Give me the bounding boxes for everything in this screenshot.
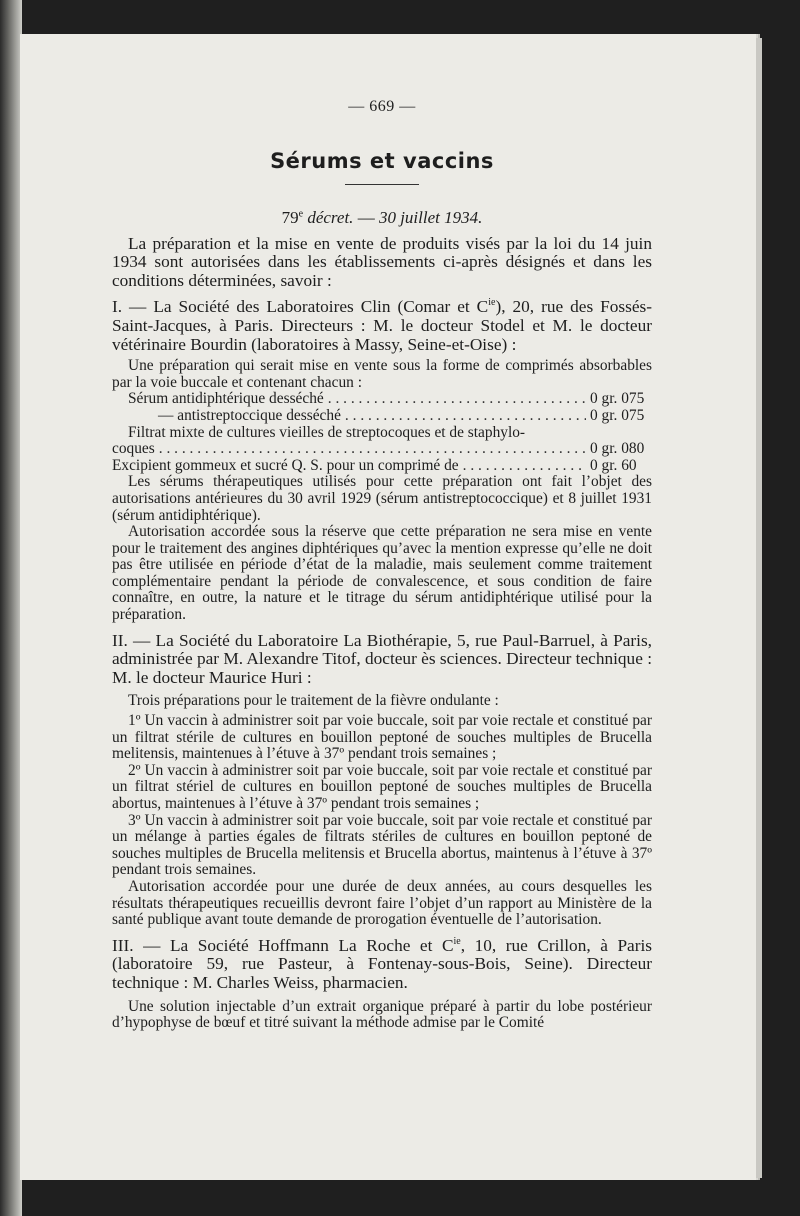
section-3-header-text-b: , 10, rue Crillon, à Paris (laboratoire 59, rue Pasteur, à Fontenay-sous-Bois, Seine). Directeur technique : M. Charles Weiss, pharmacien. — [112, 935, 653, 992]
book-binding-edge — [0, 0, 22, 1216]
ingredient-amount: 0 gr. 075 — [590, 406, 645, 424]
section-2-header: II. — La Société du Laboratoire La Biothérapie, 5, rue Paul-Barruel, à Paris, administrée par M. Alexandre Titof, docteur ès sciences. Directeur technique : M. le docteur Maurice Huri : — [112, 630, 652, 687]
ingredient-row — [112, 391, 652, 408]
ingredient-label: coques — [112, 440, 155, 458]
decree-dash: — — [353, 208, 379, 228]
section-1-header — [112, 298, 652, 354]
section-1-preparation: Une préparation qui serait mise en vente sous la forme de comprimés absorbables par la voie buccale et contenant chacun : — [112, 357, 652, 391]
page-content — [112, 98, 652, 1032]
section-3-header-text-a: III. — La Société Hoffmann La Roche et C — [112, 935, 454, 955]
section-3-header — [112, 937, 652, 993]
dot-leader — [345, 408, 586, 425]
ingredient-row — [112, 458, 652, 475]
section-3-header-sup: ie — [453, 936, 461, 947]
decree-number-sup: e — [298, 208, 304, 220]
page-number: — 669 — — [348, 98, 416, 115]
page-title: Sérums et vaccins — [270, 149, 494, 174]
ingredient-label: — antistreptoccique desséché — [158, 406, 341, 424]
decree-label: décret. — [307, 208, 354, 228]
section-2-intro: Trois préparations pour le traitement de la fièvre ondulante : — [128, 692, 499, 710]
dot-leader — [328, 391, 586, 408]
ingredient-row — [112, 441, 652, 458]
decree-line — [112, 209, 652, 226]
ingredient-label: Sérum antidiphtérique desséché — [128, 390, 324, 408]
ingredient-row — [112, 408, 652, 425]
dot-leader — [159, 441, 586, 458]
ingredient-amount: 0 gr. 075 — [590, 390, 645, 408]
intro-paragraph: La préparation et la mise en vente de produits visés par la loi du 14 juin 1934 sont autorisées dans les établissements ci-après désignés et dans les conditions déterminées, savoir : — [112, 233, 652, 290]
preparation-item: 3º Un vaccin à administrer soit par voie buccale, soit par voie rectale et constitué par un mélange à parties égales de filtrats stériles de cultures en bouillon peptoné de souches multiples de Brucella melitensis et Brucella abortus, maintenus à l’étuve à 37º pendant trois semaines. — [112, 811, 652, 879]
title-rule — [345, 184, 419, 185]
decree-number: 79 — [281, 208, 299, 228]
preparation-item: 1º Un vaccin à administrer soit par voie buccale, soit par voie rectale et constitué par un filtrat stérile de cultures en bouillon peptoné de souches multiples de Brucella melitensis, maintenues à l’étuve à 37º pendant trois semaines ; — [112, 712, 652, 763]
ingredient-amount: 0 gr. 080 — [590, 440, 645, 458]
page-stack-edge — [756, 38, 762, 1178]
section-1-authorization: Autorisation accordée sous la réserve que cette préparation ne sera mise en vente pour le traitement des angines diphtériques qu’avec la mention expresse qu’elle ne doit pas être utilisée en période d’état de la maladie, mais seulement comme traitement complémentaire pendant la période de convalescence, et sous condition de faire connaître, en outre, la nature et le titrage du sérum antidiphtérique utilisé pour la préparation. — [112, 523, 652, 624]
decree-date: 30 juillet 1934. — [378, 208, 483, 228]
dot-leader — [463, 458, 586, 475]
section-3-text: Une solution injectable d’un extrait organique préparé à partir du lobe postérieur d’hypophyse de bœuf et titré suivant la méthode admise par le Comité — [112, 997, 652, 1032]
ingredient-amount: 0 gr. 60 — [590, 456, 637, 474]
filtrat-line: Filtrat mixte de cultures vieilles de streptocoques et de staphylo- — [128, 423, 526, 441]
section-2-authorization: Autorisation accordée pour une durée de deux années, au cours desquelles les résultats thérapeutiques recueillis devront faire l’objet d’un rapport au Ministère de la santé publique avant toute demande de prorogation éventuelle de l’autorisation. — [112, 877, 652, 929]
sera-note: Les sérums thérapeutiques utilisés pour cette préparation ont fait l’objet des autorisations antérieures du 30 avril 1929 (sérum antistreptococcique) et 8 juillet 1931 (sérum antidiphtérique). — [112, 473, 652, 524]
ingredient-label: Excipient gommeux et sucré Q. S. pour un comprimé de — [112, 456, 459, 474]
section-1-header-text-b: ), 20, rue des Fossés-Saint-Jacques, à Paris. Directeurs : M. le docteur Stodel et M. le docteur vétérinaire Bourdin (laboratoires à Massy, Seine-et-Oise) : — [112, 297, 652, 354]
section-1-header-text-a: I. — La Société des Laboratoires Clin (Comar et C — [112, 297, 489, 317]
section-1-header-sup: ie — [488, 297, 496, 309]
preparation-item: 2º Un vaccin à administrer soit par voie buccale, soit par voie rectale et constitué par un filtrat stériel de cultures en bouillon peptoné de souches multiples de Brucella abortus, maintenues à l’étuve à 37º pendant trois semaines ; — [112, 761, 652, 813]
